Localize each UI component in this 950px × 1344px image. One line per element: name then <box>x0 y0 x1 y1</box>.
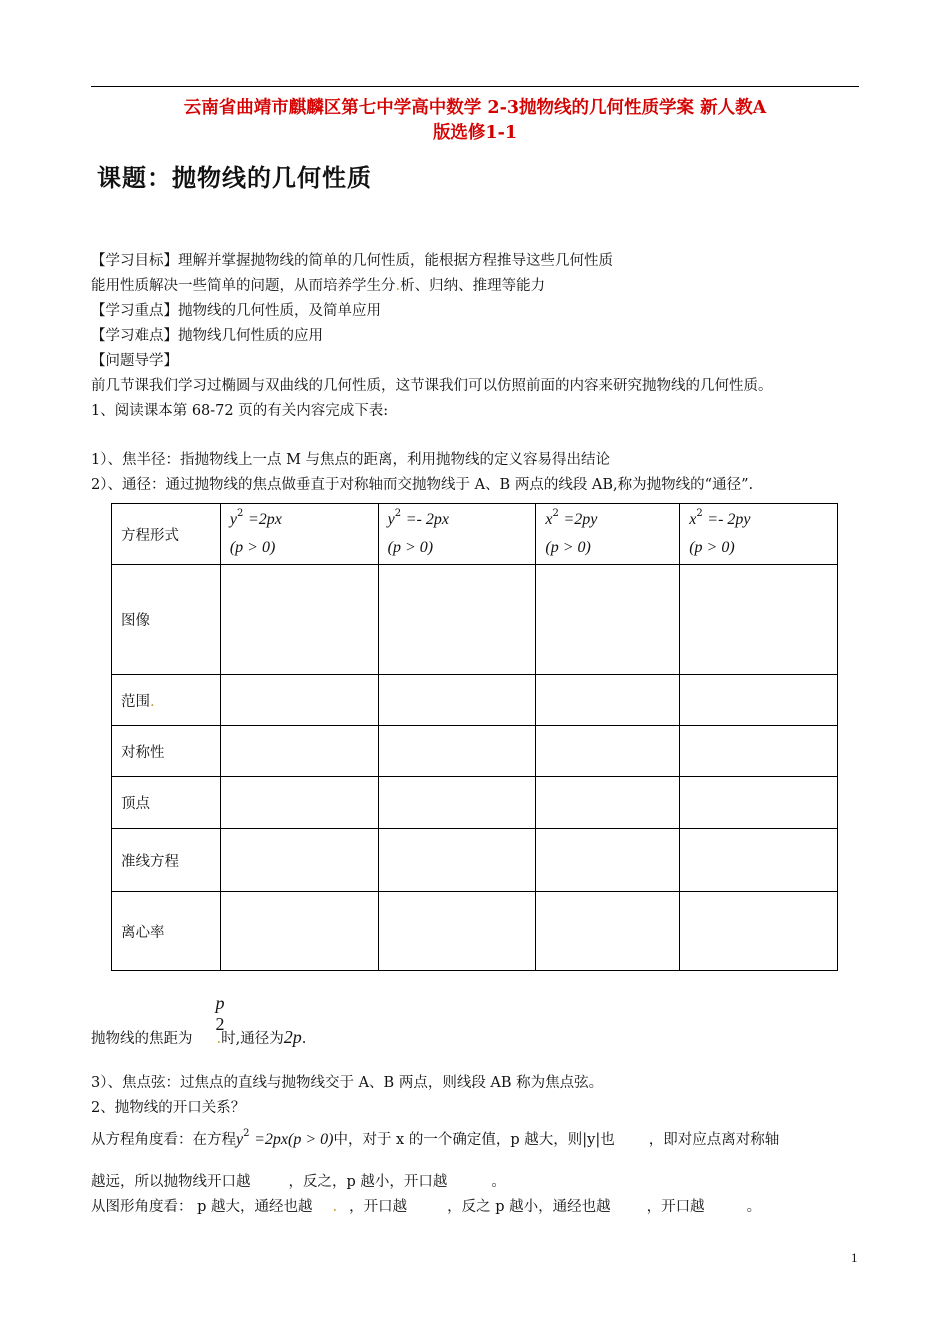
blank-cell[interactable] <box>536 726 680 777</box>
blank-cell[interactable] <box>378 675 536 726</box>
hard-label: 【学习难点】 <box>91 328 178 344</box>
blank-cell[interactable] <box>536 675 680 726</box>
intro-paragraph: 前几节课我们学习过椭圆与双曲线的几何性质，这节课我们可以仿照前面的内容来研究抛物线的几何性质。 <box>91 378 773 394</box>
difficulty-line <box>91 324 323 345</box>
table-row <box>112 565 838 675</box>
equation-paragraph: 从方程角度看：在方程$y^2 =2px(p > 0)$中，对于 x 的一个确定值，p 越大，则|y|也 ，即对应点离对称轴 <box>91 1128 780 1148</box>
equation-cell: $y^2 =2px$ (p > 0) <box>220 504 378 565</box>
goal-text: 理解并掌握抛物线的简单的几何性质，能根据方程推导这些几何性质 <box>178 253 613 269</box>
equation-cell: $x^2 =- 2py$ (p > 0) <box>680 504 838 565</box>
blank-cell[interactable] <box>680 565 838 675</box>
goal-text-2b: 析、归纳、推理等能力 <box>400 278 546 294</box>
blank-cell[interactable] <box>536 565 680 675</box>
equation-paragraph-2: 越远，所以抛物线开口越 ，反之，p 越小，开口越 。 <box>91 1174 506 1190</box>
key-point-line <box>91 299 381 320</box>
lesson-title: 课题：抛物线的几何性质 <box>97 164 372 192</box>
table-row <box>112 726 838 777</box>
blank-cell[interactable] <box>378 565 536 675</box>
row-header: 图像 <box>112 565 221 675</box>
table-row <box>112 504 838 565</box>
key-text: 抛物线的几何性质，及简单应用 <box>178 303 381 319</box>
sub-item-3: 3）、焦点弦：过焦点的直线与抛物线交于 A、B 两点，则线段 AB 称为焦点弦。 <box>91 1075 604 1091</box>
blank-cell[interactable] <box>536 892 680 971</box>
row-header: 顶点 <box>112 777 221 829</box>
focal-before: 抛物线的焦距为 <box>91 1031 193 1047</box>
row-header: 方程形式 <box>112 504 221 565</box>
blank-cell[interactable] <box>680 892 838 971</box>
sub-item-2: 2）、通径：通过抛物线的焦点做垂直于对称轴而交抛物线于 A、B 两点的线段 AB,称为抛物线的“通径”. <box>91 477 754 493</box>
blank-cell[interactable] <box>378 726 536 777</box>
blank-cell[interactable] <box>378 829 536 892</box>
row-header: 离心率 <box>112 892 221 971</box>
guide-label: 【问题导学】 <box>91 353 178 369</box>
blank-cell[interactable] <box>680 675 838 726</box>
focal-line: 抛物线的焦距为 .时,通径为2p. <box>91 1027 307 1047</box>
table-row <box>112 892 838 971</box>
fraction-p-over-2: p 2 <box>215 993 225 1034</box>
row-header: 准线方程 <box>112 829 221 892</box>
focal-middle: 时,通径为 <box>221 1031 284 1047</box>
equation-cell: $y^2 =- 2px$ (p > 0) <box>378 504 536 565</box>
goal-line-2 <box>91 274 545 295</box>
table-row <box>112 829 838 892</box>
blank-cell[interactable] <box>220 726 378 777</box>
sub-item-1: 1）、焦半径：指抛物线上一点 M 与焦点的距离，利用抛物线的定义容易得出结论 <box>91 452 611 468</box>
blank-cell[interactable] <box>220 892 378 971</box>
row-header: 对称性 <box>112 726 221 777</box>
graph-paragraph: 从图形角度看： p 越大，通经也越 . ，开口越 ，反之 p 越小，通经也越 ，开口越 。 <box>91 1199 762 1215</box>
properties-table <box>111 503 838 971</box>
blank-cell[interactable] <box>220 829 378 892</box>
header-line-1: 云南省曲靖市麒麟区第七中学高中数学 2-3抛物线的几何性质学案 新人教A <box>183 98 767 118</box>
goal-line <box>91 249 613 270</box>
blank-cell[interactable] <box>680 726 838 777</box>
table-row <box>112 675 838 726</box>
goal-label: 【学习目标】 <box>91 253 178 269</box>
item-1: 1、阅读课本第 68-72 页的有关内容完成下表: <box>91 403 389 419</box>
header-rule <box>91 86 859 87</box>
blank-cell[interactable] <box>378 892 536 971</box>
table-row <box>112 777 838 829</box>
document-header <box>91 96 859 146</box>
page-number: 1 <box>851 1250 858 1265</box>
goal-text-2a: 能用性质解决一些简单的问题，从而培养学生分 <box>91 278 396 294</box>
blank-cell[interactable] <box>220 675 378 726</box>
blank-cell[interactable] <box>680 777 838 829</box>
key-label: 【学习重点】 <box>91 303 178 319</box>
stray-dot-1: . <box>395 278 401 294</box>
hard-text: 抛物线几何性质的应用 <box>178 328 323 344</box>
blank-cell[interactable] <box>680 829 838 892</box>
header-line-2: 版选修1-1 <box>432 123 518 143</box>
item-2: 2、抛物线的开口关系？ <box>91 1100 246 1116</box>
row-header: 范围. <box>112 675 221 726</box>
blank-cell[interactable] <box>378 777 536 829</box>
blank-cell[interactable] <box>220 565 378 675</box>
blank-cell[interactable] <box>536 829 680 892</box>
focal-value: 2p <box>283 1027 302 1047</box>
equation-cell: $x^2 =2py$ (p > 0) <box>536 504 680 565</box>
blank-cell[interactable] <box>536 777 680 829</box>
blank-cell[interactable] <box>220 777 378 829</box>
